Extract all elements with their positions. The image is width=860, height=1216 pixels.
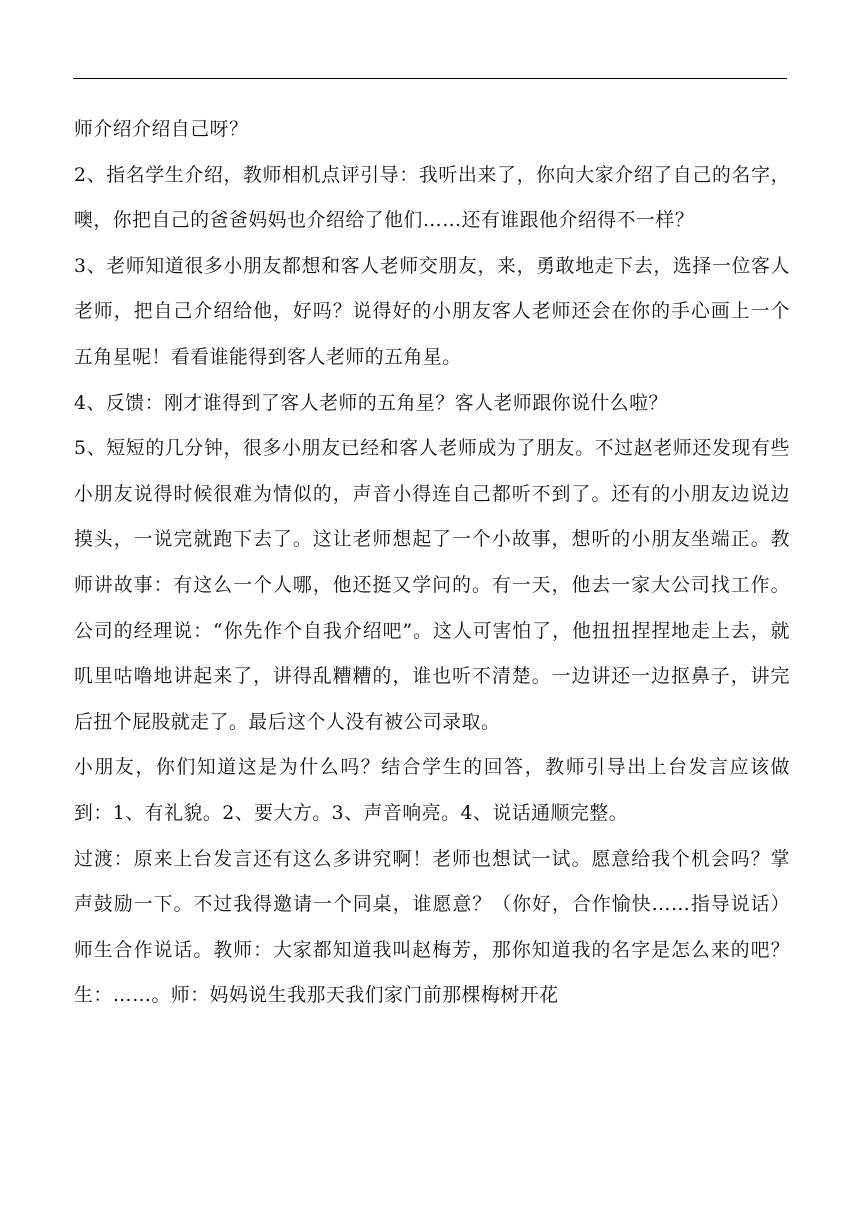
paragraph-question: 小朋友，你们知道这是为什么吗？结合学生的回答，教师引导出上台发言应该做到：1、有礼貌。2、要大方。3、声音响亮。4、说话通顺完整。 (74, 757, 790, 824)
paragraph-step-2: 2、指名学生介绍，教师相机点评引导：我听出来了，你向大家介绍了自己的名字，噢，你把自己的爸爸妈妈也介绍给了他们……还有谁跟他介绍得不一样？ (74, 164, 790, 232)
paragraph-step-5: 5、短短的几分钟，很多小朋友已经和客人老师成为了朋友。不过赵老师还发现有些小朋友说得时候很难为情似的，声音小得连自己都听不到了。还有的小朋友边说边摸头，一说完就跑下去了。这让老师想起了一个小故事，想听的小朋友坐端正。教师讲故事：有这么一个人哪，他还挺又学问的。有一天，他去一家大公司找工作。公司的经理说：“你先作个自我介绍吧”。这人可害怕了，他扭扭捏捏地走上去，就叽里咕噜地讲起来了，讲得乱糟糟的，谁也听不清楚。一边讲还一边抠鼻子，讲完后扭个屁股就走了。最后这个人没有被公司录取。 (74, 438, 790, 733)
header-rule (73, 78, 787, 79)
document-body (74, 107, 790, 1019)
paragraph-step-3: 3、老师知道很多小朋友都想和客人老师交朋友，来，勇敢地走下去，选择一位客人老师，把自己介绍给他，好吗？说得好的小朋友客人老师还会在你的手心画上一个五角星呢！看看谁能得到客人老师的五角星。 (74, 255, 790, 368)
paragraph-transition: 过渡：原来上台发言还有这么多讲究啊！老师也想试一试。愿意给我个机会吗？掌声鼓励一下。不过我得邀请一个同桌，谁愿意？（你好，合作愉快……指导说话）师生合作说话。教师：大家都知道我叫赵梅芳，那你知道我的名字是怎么来的吧？生：……。师：妈妈说生我那天我们家门前那棵梅树开花 (74, 848, 790, 1007)
paragraph-continuation: 师介绍介绍自己呀？ (74, 119, 249, 140)
paragraph-step-4: 4、反馈：刚才谁得到了客人老师的五角星？客人老师跟你说什么啦？ (74, 392, 668, 414)
